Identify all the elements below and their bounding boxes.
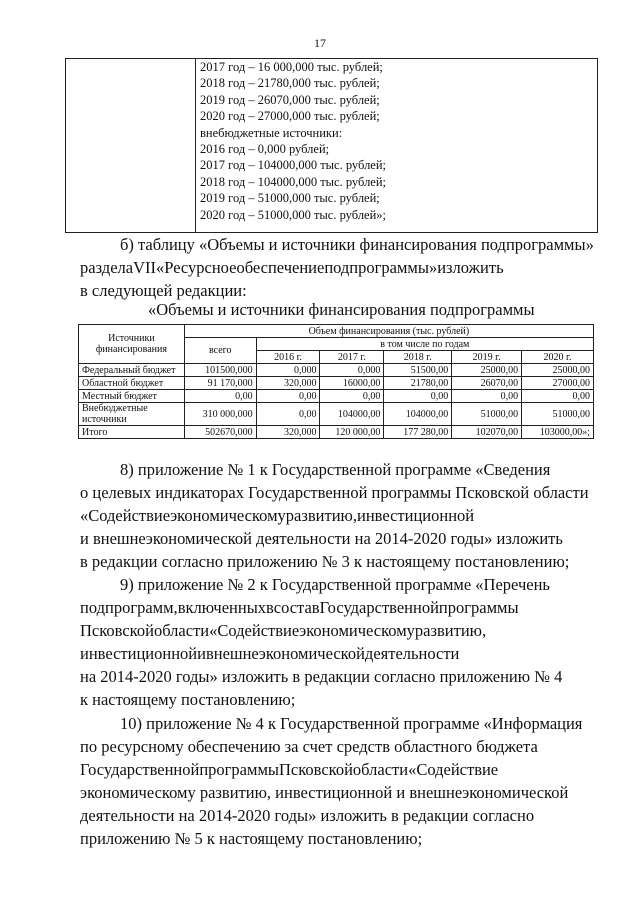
text-line: 8) приложение № 1 к Государственной программе «Сведения <box>120 460 551 479</box>
text-line: 10) приложение № 4 к Государственной программе «Информация <box>120 714 583 733</box>
cell: 104000,00 <box>384 403 452 426</box>
header-including: в том числе по годам <box>256 338 593 351</box>
cell: 91 170,000 <box>184 377 256 390</box>
cell: 0,00 <box>452 390 522 403</box>
cell: 310 000,000 <box>184 403 256 426</box>
row-source: Итого <box>79 426 185 439</box>
paragraph-b <box>80 233 598 302</box>
cell: 0,00 <box>522 390 594 403</box>
text-line: разделаVII«Ресурсноеобеспечениеподпрограммы»изложить <box>80 258 504 277</box>
text-line: в следующей редакции: <box>80 281 247 300</box>
text-line: и внешнеэкономической деятельности на 2014-2020 годы» изложить <box>80 529 563 548</box>
text-line: б) таблицу «Объемы и источники финансирования подпрограммы» <box>120 235 594 254</box>
funding-line: 2018 год – 104000,000 тыс. рублей; <box>200 174 387 189</box>
cell: 0,00 <box>320 390 384 403</box>
table-row <box>79 426 594 439</box>
header-sources: Источники финансирования <box>79 325 185 364</box>
header-year: 2020 г. <box>522 351 594 364</box>
funding-line: 2020 год – 51000,000 тыс. рублей»; <box>200 207 387 222</box>
funding-line: 2017 год – 104000,000 тыс. рублей; <box>200 158 387 173</box>
text-line: к настоящему постановлению; <box>80 690 296 709</box>
cell: 101500,000 <box>184 364 256 377</box>
text-line: ГосударственнойпрограммыПсковскойобласти«Содействие <box>80 760 499 779</box>
funding-line: 2018 год – 21780,000 тыс. рублей; <box>200 76 380 91</box>
funding-line: внебюджетные источники: <box>200 125 343 140</box>
header-year: 2018 г. <box>384 351 452 364</box>
row-source: Внебюджетные источники <box>79 403 185 426</box>
cell: 104000,00 <box>320 403 384 426</box>
cell: 0,000 <box>256 364 320 377</box>
row-source: Местный бюджет <box>79 390 185 403</box>
text-line: о целевых индикаторах Государственной программы Псковской области <box>80 483 589 502</box>
funding-continuation-table <box>65 58 598 233</box>
funding-line: 2020 год – 27000,000 тыс. рублей; <box>200 109 380 124</box>
header-year: 2016 г. <box>256 351 320 364</box>
cell: 0,00 <box>256 403 320 426</box>
cell: 27000,00 <box>522 377 594 390</box>
text-line: экономическому развитию, инвестиционной и внешнеэкономической <box>80 783 569 802</box>
cell: 25000,00 <box>452 364 522 377</box>
table-caption: «Объемы и источники финансирования подпрограммы <box>148 300 535 319</box>
table-row <box>79 390 594 403</box>
funding-line: 2019 год – 26070,000 тыс. рублей; <box>200 92 380 107</box>
text-line: подпрограмм,включенныхвсоставГосударственнойпрограммы <box>80 598 519 617</box>
cell: 26070,00 <box>452 377 522 390</box>
text-line: по ресурсному обеспечению за счет средств областного бюджета <box>80 737 538 756</box>
table-header-row <box>79 325 594 338</box>
text-line: инвестиционнойивнешнеэкономическойдеятельности <box>80 644 460 663</box>
cell: 25000,00 <box>522 364 594 377</box>
table-row <box>79 377 594 390</box>
cell: 177 280,00 <box>384 426 452 439</box>
text-line: Псковскойобласти«Содействиеэкономическомуразвитию, <box>80 621 487 640</box>
cell: 320,000 <box>256 426 320 439</box>
header-year: 2017 г. <box>320 351 384 364</box>
header-year: 2019 г. <box>452 351 522 364</box>
funding-line: 2019 год – 51000,000 тыс. рублей; <box>200 191 380 206</box>
cell: 320,000 <box>256 377 320 390</box>
table-row <box>79 364 594 377</box>
header-total: всего <box>184 338 256 364</box>
cell: 120 000,00 <box>320 426 384 439</box>
paragraph-9 <box>80 573 598 711</box>
cell: 16000,00 <box>320 377 384 390</box>
cell: 51500,00 <box>384 364 452 377</box>
text-line: деятельности на 2014-2020 годы» изложить в редакции согласно <box>80 806 535 825</box>
funding-line: 2017 год – 16 000,000 тыс. рублей; <box>200 60 383 74</box>
cell: 0,00 <box>184 390 256 403</box>
cell: 103000,00»; <box>522 426 594 439</box>
row-source: Федеральный бюджет <box>79 364 185 377</box>
paragraph-10 <box>80 712 598 850</box>
header-volume: Объем финансирования (тыс. рублей) <box>184 325 593 338</box>
paragraph-8 <box>80 458 598 573</box>
text-line: в редакции согласно приложению № 3 к настоящему постановлению; <box>80 552 570 571</box>
table-left-column <box>66 59 196 232</box>
table-row <box>79 403 594 426</box>
cell: 0,00 <box>256 390 320 403</box>
page-number: 17 <box>314 36 326 50</box>
funding-line: 2016 год – 0,000 рублей; <box>200 141 330 156</box>
cell: 102070,00 <box>452 426 522 439</box>
text-line: 9) приложение № 2 к Государственной программе «Перечень <box>120 575 550 594</box>
cell: 0,00 <box>384 390 452 403</box>
cell: 0,000 <box>320 364 384 377</box>
text-line: «Содействиеэкономическомуразвитию,инвестиционной <box>80 506 475 525</box>
text-line: приложению № 5 к настоящему постановлению; <box>80 829 423 848</box>
cell: 51000,00 <box>522 403 594 426</box>
cell: 21780,00 <box>384 377 452 390</box>
text-line: на 2014-2020 годы» изложить в редакции согласно приложению № 4 <box>80 667 563 686</box>
table-right-column <box>196 59 597 223</box>
cell: 51000,00 <box>452 403 522 426</box>
financing-table <box>78 324 594 439</box>
row-source: Областной бюджет <box>79 377 185 390</box>
cell: 502670,000 <box>184 426 256 439</box>
